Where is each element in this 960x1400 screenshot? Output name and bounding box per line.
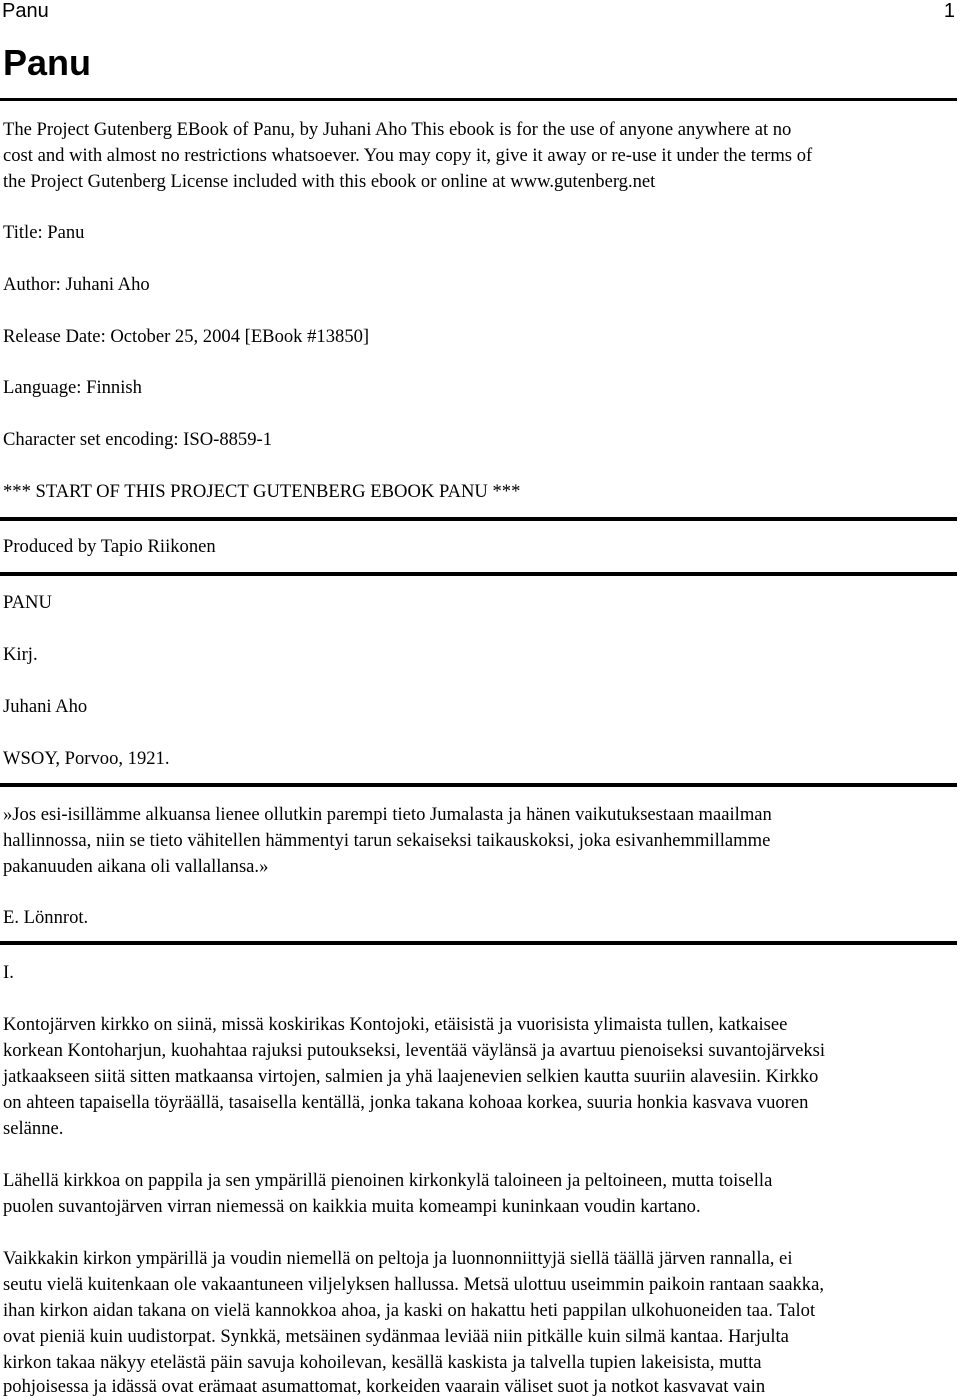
- section-divider: [0, 783, 957, 787]
- running-header: [0, 0, 960, 22]
- paragraph-line: on ahteen tapaisella töyräällä, tasaisella kentällä, jonka takana kohoaa korkea, suuria honkia kasvava vuoren: [3, 1092, 809, 1113]
- epigraph-line: pakanuuden aikana oli vallallansa.»: [3, 856, 269, 877]
- heading-divider: [0, 98, 957, 101]
- page-number: 1: [943, 0, 955, 22]
- paragraph-line: ihan kirkon aidan takana on vielä kannokkoa ahoa, ja kaski on hakattu heti pappilan ulkohuoneiden taa. Talot: [3, 1300, 816, 1321]
- license-line: the Project Gutenberg License included with this ebook or online at www.gutenberg.net: [3, 171, 656, 192]
- publisher-line: WSOY, Porvoo, 1921.: [3, 748, 170, 769]
- paragraph-line: selänne.: [3, 1118, 64, 1139]
- epigraph-line: »Jos esi-isillämme alkuansa lienee ollutkin parempi tieto Jumalasta ja hänen vaikutuksestaan maailman: [3, 804, 772, 825]
- paragraph-line: puolen suvantojärven virran niemessä on kaikkia muita komeampi kuninkaan voudin kartano.: [3, 1196, 701, 1217]
- producer-credit: Produced by Tapio Riikonen: [3, 536, 216, 557]
- paragraph-line: ovat pieniä kuin uudistorpat. Synkkä, metsäinen sydänmaa leviää niin pitkälle kuin silmä kantaa. Harjulta: [3, 1326, 789, 1347]
- paragraph-line: Kontojärven kirkko on siinä, missä koskirikas Kontojoki, etäisistä ja vuorisista ylimaista tullen, katkaisee: [3, 1014, 788, 1035]
- paragraph-line: jatkaakseen siitä sitten matkaansa virtojen, salmien ja yhä laajenevien selkien kautta suuriin alavesiin. Kirkko: [3, 1066, 819, 1087]
- paragraph-line: seutu vielä kuitenkaan ole vakaantuneen viljelyksen hallussa. Metsä ulottuu useimmin paikoin rantaan saakka,: [3, 1274, 824, 1295]
- start-marker: *** START OF THIS PROJECT GUTENBERG EBOOK PANU ***: [3, 481, 521, 502]
- meta-author: Author: Juhani Aho: [3, 274, 150, 295]
- meta-title: Title: Panu: [3, 222, 85, 243]
- meta-encoding: Character set encoding: ISO-8859-1: [3, 429, 273, 450]
- paragraph-line: Lähellä kirkkoa on pappila ja sen ympärillä pienoinen kirkonkylä taloineen ja peltoineen, mutta toisella: [3, 1170, 773, 1191]
- epigraph-line: hallinnossa, niin se tieto vähitellen hämmentyi tarun sekaiseksi taikauskoksi, joka esivanhemmillamme: [3, 830, 771, 851]
- section-divider: [0, 941, 957, 945]
- paragraph-line: Vaikkakin kirkon ympärillä ja voudin niemellä on peltoja ja luonnonniittyjä siellä täällä järven rannalla, ei: [3, 1248, 793, 1269]
- book-title: PANU: [3, 592, 52, 613]
- chapter-number: I.: [3, 962, 14, 983]
- paragraph-line: kirkon takaa näkyy etelästä päin savuja kohoilevan, kesällä kaskista ja talvella tupien lakeisista, mutta: [3, 1352, 762, 1373]
- license-line: The Project Gutenberg EBook of Panu, by Juhani Aho This ebook is for the use of anyone anywhere at no: [3, 119, 792, 140]
- section-divider: [0, 517, 957, 521]
- running-header-title: Panu: [2, 0, 49, 22]
- document-heading: Panu: [3, 42, 92, 83]
- epigraph-attribution: E. Lönnrot.: [3, 907, 89, 928]
- paragraph-line: korkean Kontoharjun, kuohahtaa rajuksi putoukseksi, leventää väylänsä ja avartuu pienoiseksi suvantojärveksi: [3, 1040, 826, 1061]
- kirj-label: Kirj.: [3, 644, 38, 665]
- paragraph-line: pohjoisessa ja idässä ovat erämaat asumattomat, korkeiden vaarain väliset suot ja notkot kasvavat vain: [3, 1376, 766, 1397]
- license-line: cost and with almost no restrictions whatsoever. You may copy it, give it away or re-use it under the terms of: [3, 145, 813, 166]
- meta-language: Language: Finnish: [3, 377, 142, 398]
- section-divider: [0, 572, 957, 576]
- book-author: Juhani Aho: [3, 696, 88, 717]
- meta-release-date: Release Date: October 25, 2004 [EBook #13850]: [3, 326, 370, 347]
